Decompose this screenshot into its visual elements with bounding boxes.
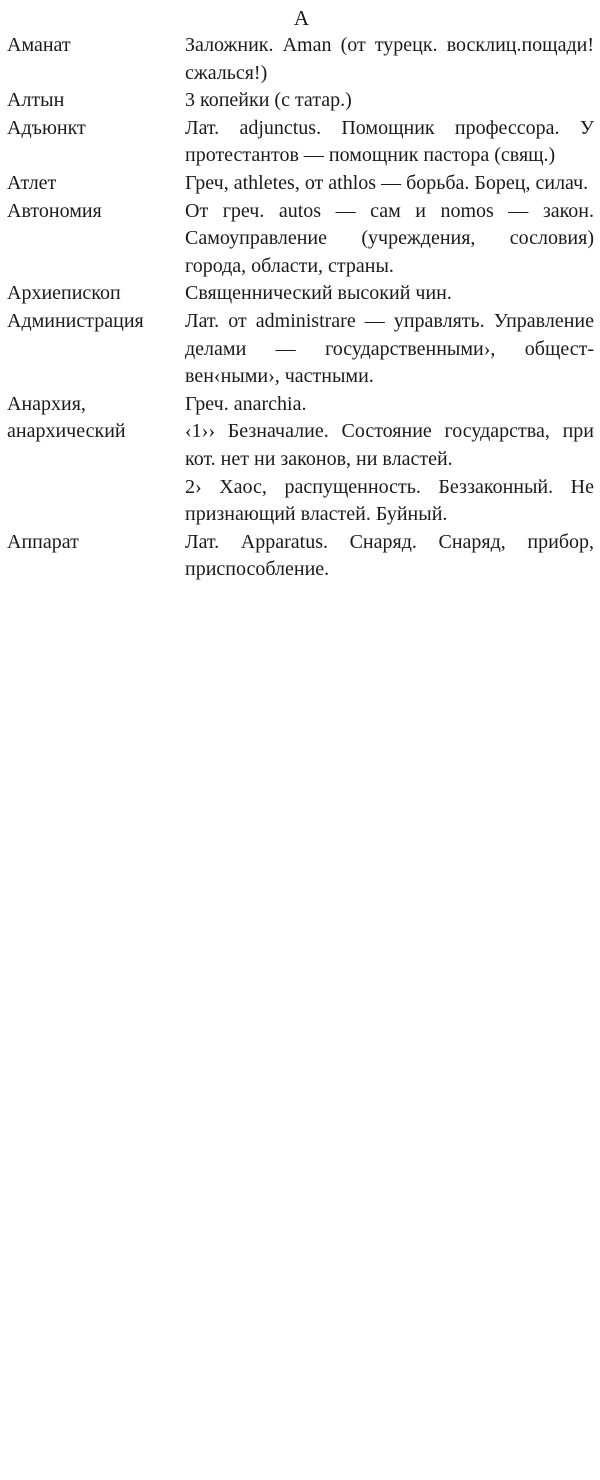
definition-text: 3 копейки (с татар.) xyxy=(185,89,352,112)
entry-definition xyxy=(185,308,594,391)
entry-term xyxy=(7,529,185,584)
definition-text: Греч. anarchia. xyxy=(185,392,307,415)
entry-definition xyxy=(185,87,594,115)
entry-term xyxy=(7,391,185,529)
definition-text: От греч. autos — сам и nomos — закон. Самоуправление (учреждения, сословия) города, области, страны. xyxy=(185,199,594,277)
entry-term xyxy=(7,280,185,308)
entry-term xyxy=(7,115,185,170)
dictionary-entry-arkhiepiskop xyxy=(7,280,594,308)
entry-definition xyxy=(185,391,594,529)
dictionary-entry-anarkhiya xyxy=(7,391,594,529)
term-line: Анархия, xyxy=(7,392,86,415)
definition-text: Лат. adjunctus. Помощник профессора. У протестантов — помощник пастора (свящ.) xyxy=(185,116,594,167)
entry-definition xyxy=(185,115,594,170)
entry-term xyxy=(7,170,185,198)
definition-text: Заложник. Aman (от турецк. восклиц.пощади! сжалься!) xyxy=(185,34,594,84)
dictionary-entry-administratsiya xyxy=(7,308,594,391)
definition-sense-2: 2› Хаос, распущенность. Беззаконный. Не признающий властей. Буйный. xyxy=(185,475,594,526)
entry-definition xyxy=(185,529,594,584)
dictionary-page xyxy=(0,0,600,584)
letter-heading: А xyxy=(293,6,310,30)
term-line: Атлет xyxy=(7,171,57,194)
entry-term xyxy=(7,87,185,115)
dictionary-entry-avtonomiya xyxy=(7,198,594,281)
dictionary-entry-amanat xyxy=(7,32,594,87)
term-line: Автономия xyxy=(7,199,102,222)
dictionary-entry-adyunkt xyxy=(7,115,594,170)
term-line: Адъюнкт xyxy=(7,116,86,139)
dictionary-entry-atlet xyxy=(7,170,594,198)
entry-definition xyxy=(185,198,594,281)
definition-text: Греч, athletes, от athlos — борьба. Борец, силач. xyxy=(185,171,589,194)
definition-sense-1: ‹1›› Безначалие. Состояние государства, при кот. нет ни законов, ни властей. xyxy=(185,420,594,470)
term-line: Аппарат xyxy=(7,530,79,553)
dictionary-entry-apparat xyxy=(7,529,594,584)
term-line: анархический xyxy=(7,420,126,443)
term-line: Архиепископ xyxy=(7,282,121,305)
term-line: Алтын xyxy=(7,89,65,112)
entry-definition xyxy=(185,170,594,198)
dictionary-entry-altyn xyxy=(7,87,594,115)
term-line: Аманат xyxy=(7,34,71,56)
entry-term xyxy=(7,32,185,87)
entry-term xyxy=(7,198,185,281)
entry-definition xyxy=(185,32,594,87)
definition-text: Священнический высокий чин. xyxy=(185,282,452,305)
definition-text: Лат. Apparatus. Снаряд. Снаряд, прибор, приспособление. xyxy=(185,530,594,581)
term-line: Администрация xyxy=(7,309,144,332)
definition-text: Лат. от administrare — управлять. Управление делами — государственными›, общест- вен‹ными›, частными. xyxy=(185,309,594,388)
entry-term xyxy=(7,308,185,391)
entry-definition xyxy=(185,280,594,308)
